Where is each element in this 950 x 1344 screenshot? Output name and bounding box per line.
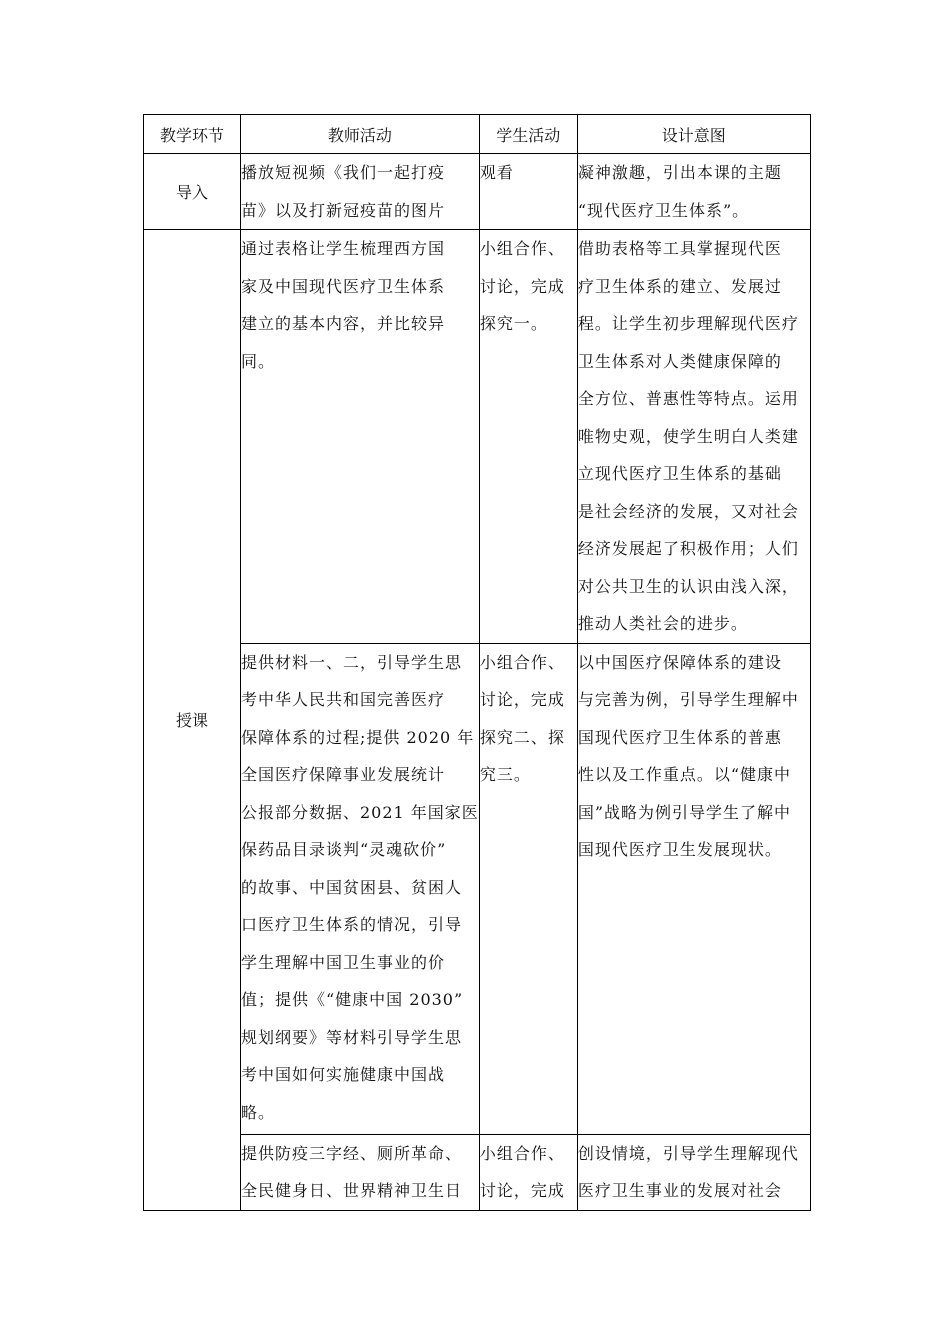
text-line: 提供材料一、二，引导学生思 (241, 652, 463, 672)
teaching-2-student-activity (479, 643, 577, 1134)
text-line: 程。让学生初步理解现代医疗 (577, 314, 799, 333)
text-line: 立现代医疗卫生体系的基础 (577, 464, 782, 483)
teaching-2-teacher-activity (241, 643, 480, 1134)
lesson-plan-table (143, 114, 811, 1211)
text-line: 观看 (479, 163, 514, 182)
text-line: 卫生体系对人类健康保障的 (577, 351, 782, 371)
text-line: 国现代医疗卫生发展现状。 (577, 840, 782, 859)
text-line: 全国医疗保障事业发展统计 (241, 765, 446, 784)
table-row-teaching-3 (144, 1134, 811, 1210)
text-line: 学生理解中国卫生事业的价 (241, 952, 446, 972)
text-line: 疗卫生体系的建立、发展过 (577, 276, 782, 296)
text-line: 讨论，完成 (479, 276, 565, 296)
teaching-3-teacher-activity (241, 1134, 480, 1210)
stage-teaching: 授课 (144, 230, 241, 1211)
text-line: 探究二、探 (479, 727, 565, 747)
teaching-3-student-activity (479, 1134, 577, 1210)
text-line: 唯物史观，使学生明白人类建 (577, 426, 799, 446)
text-line: 的故事、中国贫困县、贫困人 (241, 877, 463, 897)
text-line: 播放短视频《我们一起打疫 (241, 163, 446, 182)
text-line: 经济发展起了积极作用；人们 (577, 539, 799, 558)
text-line: 探究一。 (479, 314, 548, 333)
text-line: 与完善为例，引导学生理解中 (577, 690, 799, 709)
text-line: 保药品目录谈判“灵魂砍价” (241, 840, 447, 859)
text-line: 小组合作、 (479, 1143, 565, 1163)
teaching-1-design-intent (577, 230, 810, 644)
text-line: 对公共卫生的认识由浅入深， (577, 576, 799, 596)
text-line: 提供防疫三字经、厕所革命、 (241, 1143, 463, 1163)
text-line: 值；提供《“健康中国 2030” (241, 990, 464, 1009)
teaching-1-teacher-activity (241, 230, 480, 644)
text-line: 凝神激趣，引出本课的主题 (577, 163, 782, 182)
text-line: 性以及工作重点。以“健康中 (577, 765, 791, 784)
header-teacher-activity: 教师活动 (241, 115, 480, 154)
text-line: 家及中国现代医疗卫生体系 (241, 276, 446, 296)
text-line: 口医疗卫生体系的情况，引导 (241, 915, 463, 934)
text-line: “现代医疗卫生体系”。 (577, 200, 750, 220)
text-line: 究三。 (479, 765, 531, 784)
header-stage: 教学环节 (144, 115, 241, 154)
text-line: 创设情境，引导学生理解现代 (577, 1143, 799, 1163)
text-line: 保障体系的过程;提供 2020 年 (241, 727, 475, 747)
header-student-activity: 学生活动 (479, 115, 577, 154)
header-design-intent: 设计意图 (577, 115, 810, 154)
text-line: 规划纲要》等材料引导学生思 (241, 1027, 463, 1047)
text-line: 考中华人民共和国完善医疗 (241, 690, 446, 709)
intro-design-intent (577, 154, 810, 230)
text-line: 略。 (241, 1102, 276, 1122)
intro-teacher-activity (241, 154, 480, 230)
text-line: 医疗卫生事业的发展对社会 (577, 1181, 782, 1200)
teaching-1-student-activity (479, 230, 577, 644)
stage-intro: 导入 (144, 154, 241, 230)
text-line: 苗》以及打新冠疫苗的图片 (241, 200, 446, 220)
teaching-2-design-intent (577, 643, 810, 1134)
text-line: 考中国如何实施健康中国战 (241, 1065, 446, 1084)
intro-student-activity (479, 154, 577, 230)
text-line: 建立的基本内容，并比较异 (241, 314, 446, 333)
text-line: 小组合作、 (479, 239, 565, 258)
text-line: 是社会经济的发展，又对社会 (577, 501, 799, 521)
text-line: 以中国医疗保障体系的建设 (577, 652, 782, 672)
text-line: 全民健身日、世界精神卫生日 (241, 1181, 463, 1200)
text-line: 全方位、普惠性等特点。运用 (577, 389, 799, 408)
text-line: 国现代医疗卫生体系的普惠 (577, 727, 782, 747)
text-line: 借助表格等工具掌握现代医 (577, 239, 782, 258)
text-line: 国”战略为例引导学生了解中 (577, 802, 791, 822)
text-line: 小组合作、 (479, 652, 565, 672)
table-row-teaching-1 (144, 230, 811, 644)
table-row-intro (144, 154, 811, 230)
text-line: 讨论，完成 (479, 1181, 565, 1200)
text-line: 公报部分数据、2021 年国家医 (241, 802, 479, 822)
teaching-3-design-intent (577, 1134, 810, 1210)
text-line: 同。 (241, 351, 276, 371)
text-line: 讨论，完成 (479, 690, 565, 709)
text-line: 通过表格让学生梳理西方国 (241, 239, 446, 258)
table-header-row (144, 115, 811, 154)
table-row-teaching-2 (144, 643, 811, 1134)
text-line: 推动人类社会的进步。 (577, 614, 748, 633)
